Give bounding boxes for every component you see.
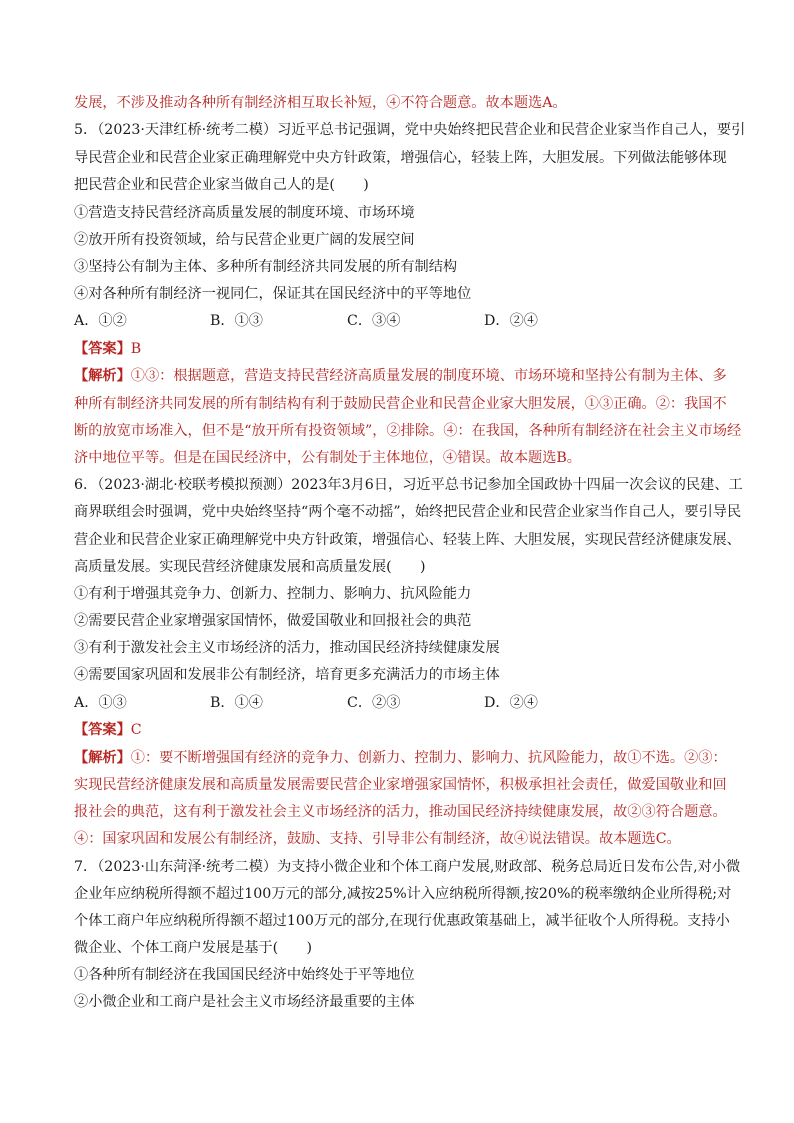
q7-stem-line: 个体工商户年应纳税所得额不超过100万元的部分,在现行优惠政策基础上，减半征收个人所得税。支持小 bbox=[74, 913, 730, 929]
q6-item: ③有利于激发社会主义市场经济的活力，推动国民经济持续健康发展 bbox=[74, 640, 500, 656]
q6-stem-line: 营企业和民营企业家正确理解党中央方针政策，增强信心、轻装上阵、大胆发展，实现民营经济健康发展、 bbox=[74, 532, 741, 548]
q5-option-a: A．①② bbox=[74, 313, 127, 329]
q7-stem-line: 微企业、个体工商户发展是基于( ) bbox=[74, 940, 313, 956]
q5-answer bbox=[74, 339, 141, 359]
q5-option-d: D．②④ bbox=[484, 313, 538, 329]
q6-analysis-line: 报社会的典范，这有利于激发社会主义市场经济的活力，推动国民经济持续健康发展，故②③符合题意。 bbox=[74, 804, 727, 820]
q6-analysis bbox=[74, 748, 727, 768]
answer-tag: 【答案】 bbox=[74, 341, 131, 357]
answer-value: B bbox=[130, 341, 142, 357]
q5-analysis-line: 济中地位平等。但是在国民经济中，公有制处于主体地位，④错误。故本题选B。 bbox=[74, 450, 581, 466]
analysis-text: ①③：根据题意，营造支持民营经济高质量发展的制度环境、市场环境和坚持公有制为主体、多 bbox=[130, 368, 727, 384]
answer-tag: 【答案】 bbox=[74, 722, 131, 738]
q5-item: ④对各种所有制经济一视同仁，保证其在国民经济中的平等地位 bbox=[74, 286, 472, 302]
q7-stem-line: 7．（2023·山东菏泽·统考二模）为支持小微企业和个体工商户发展,财政部、税务总局近日发布公告,对小微 bbox=[74, 859, 741, 875]
q6-stem-line: 6．（2023·湖北·校联考模拟预测）2023年3月6日，习近平总书记参加全国政协十四届一次会议的民建、工 bbox=[74, 477, 743, 493]
q6-option-a: A．①③ bbox=[74, 695, 127, 711]
analysis-tag: 【解析】 bbox=[74, 750, 131, 766]
q5-item: ③坚持公有制为主体、多种所有制经济共同发展的所有制结构 bbox=[74, 259, 458, 275]
q6-answer bbox=[74, 720, 142, 740]
q5-stem-line: 把民营企业和民营企业家当做自己人的是( ) bbox=[74, 177, 369, 193]
q6-item: ①有利于增强其竞争力、创新力、控制力、影响力、抗风险能力 bbox=[74, 586, 472, 602]
analysis-tag: 【解析】 bbox=[74, 368, 131, 384]
analysis-text: ①：要不断增强国有经济的竞争力、创新力、控制力、影响力、抗风险能力，故①不选。②③： bbox=[130, 750, 727, 766]
q6-analysis-line: ④：国家巩固和发展公有制经济，鼓励、支持、引导非公有制经济，故④说法错误。故本题选C。 bbox=[74, 831, 681, 847]
q5-stem-line: 导民营企业和民营企业家正确理解党中央方针政策，增强信心，轻装上阵，大胆发展。下列做法能够体现 bbox=[74, 150, 727, 166]
q6-option-d: D．②④ bbox=[484, 695, 538, 711]
carry-over-text: 发展，不涉及推动各种所有制经济相互取长补短，④不符合题意。故本题选A。 bbox=[74, 95, 567, 111]
q6-item: ④需要国家巩固和发展非公有制经济，培育更多充满活力的市场主体 bbox=[74, 667, 500, 683]
q5-item: ②放开所有投资领域，给与民营企业更广阔的发展空间 bbox=[74, 232, 415, 248]
answer-value: C bbox=[130, 722, 142, 738]
q5-option-b: B．①③ bbox=[210, 313, 263, 329]
q6-stem-line: 高质量发展。实现民营经济健康发展和高质量发展( ) bbox=[74, 559, 426, 575]
q5-analysis-line: 种所有制经济共同发展的所有制结构有利于鼓励民营企业和民营企业家大胆发展，①③正确。②：我国不 bbox=[74, 396, 727, 412]
q6-option-b: B．①④ bbox=[210, 695, 263, 711]
q5-item: ①营造支持民营经济高质量发展的制度环境、市场环境 bbox=[74, 205, 415, 221]
q6-analysis-line: 实现民营经济健康发展和高质量发展需要民营企业家增强家国情怀，积极承担社会责任，做爱国敬业和回 bbox=[74, 777, 727, 793]
q5-option-c: C．③④ bbox=[347, 313, 401, 329]
q5-stem-line: 5．（2023·天津红桥·统考二模）习近平总书记强调，党中央始终把民营企业和民营企业家当作自己人，要引 bbox=[74, 122, 746, 138]
q6-stem-line: 商界联组会时强调，党中央始终坚持“两个毫不动摇”，始终把民营企业和民营企业家当作自己人，要引导民 bbox=[74, 504, 742, 520]
q6-item: ②需要民营企业家增强家国情怀，做爱国敬业和回报社会的典范 bbox=[74, 613, 472, 629]
q5-analysis-line: 断的放宽市场准入，但不是“放开所有投资领域”，②排除。④：在我国，各种所有制经济在社会主义市场经 bbox=[74, 423, 742, 439]
q7-item: ①各种所有制经济在我国国民经济中始终处于平等地位 bbox=[74, 967, 415, 983]
q7-stem-line: 企业年应纳税所得额不超过100万元的部分,减按25%计入应纳税所得额,按20%的税率缴纳企业所得税;对 bbox=[74, 886, 732, 902]
q5-analysis bbox=[74, 366, 727, 386]
q6-option-c: C．②③ bbox=[347, 695, 401, 711]
q7-item: ②小微企业和工商户是社会主义市场经济最重要的主体 bbox=[74, 994, 415, 1010]
